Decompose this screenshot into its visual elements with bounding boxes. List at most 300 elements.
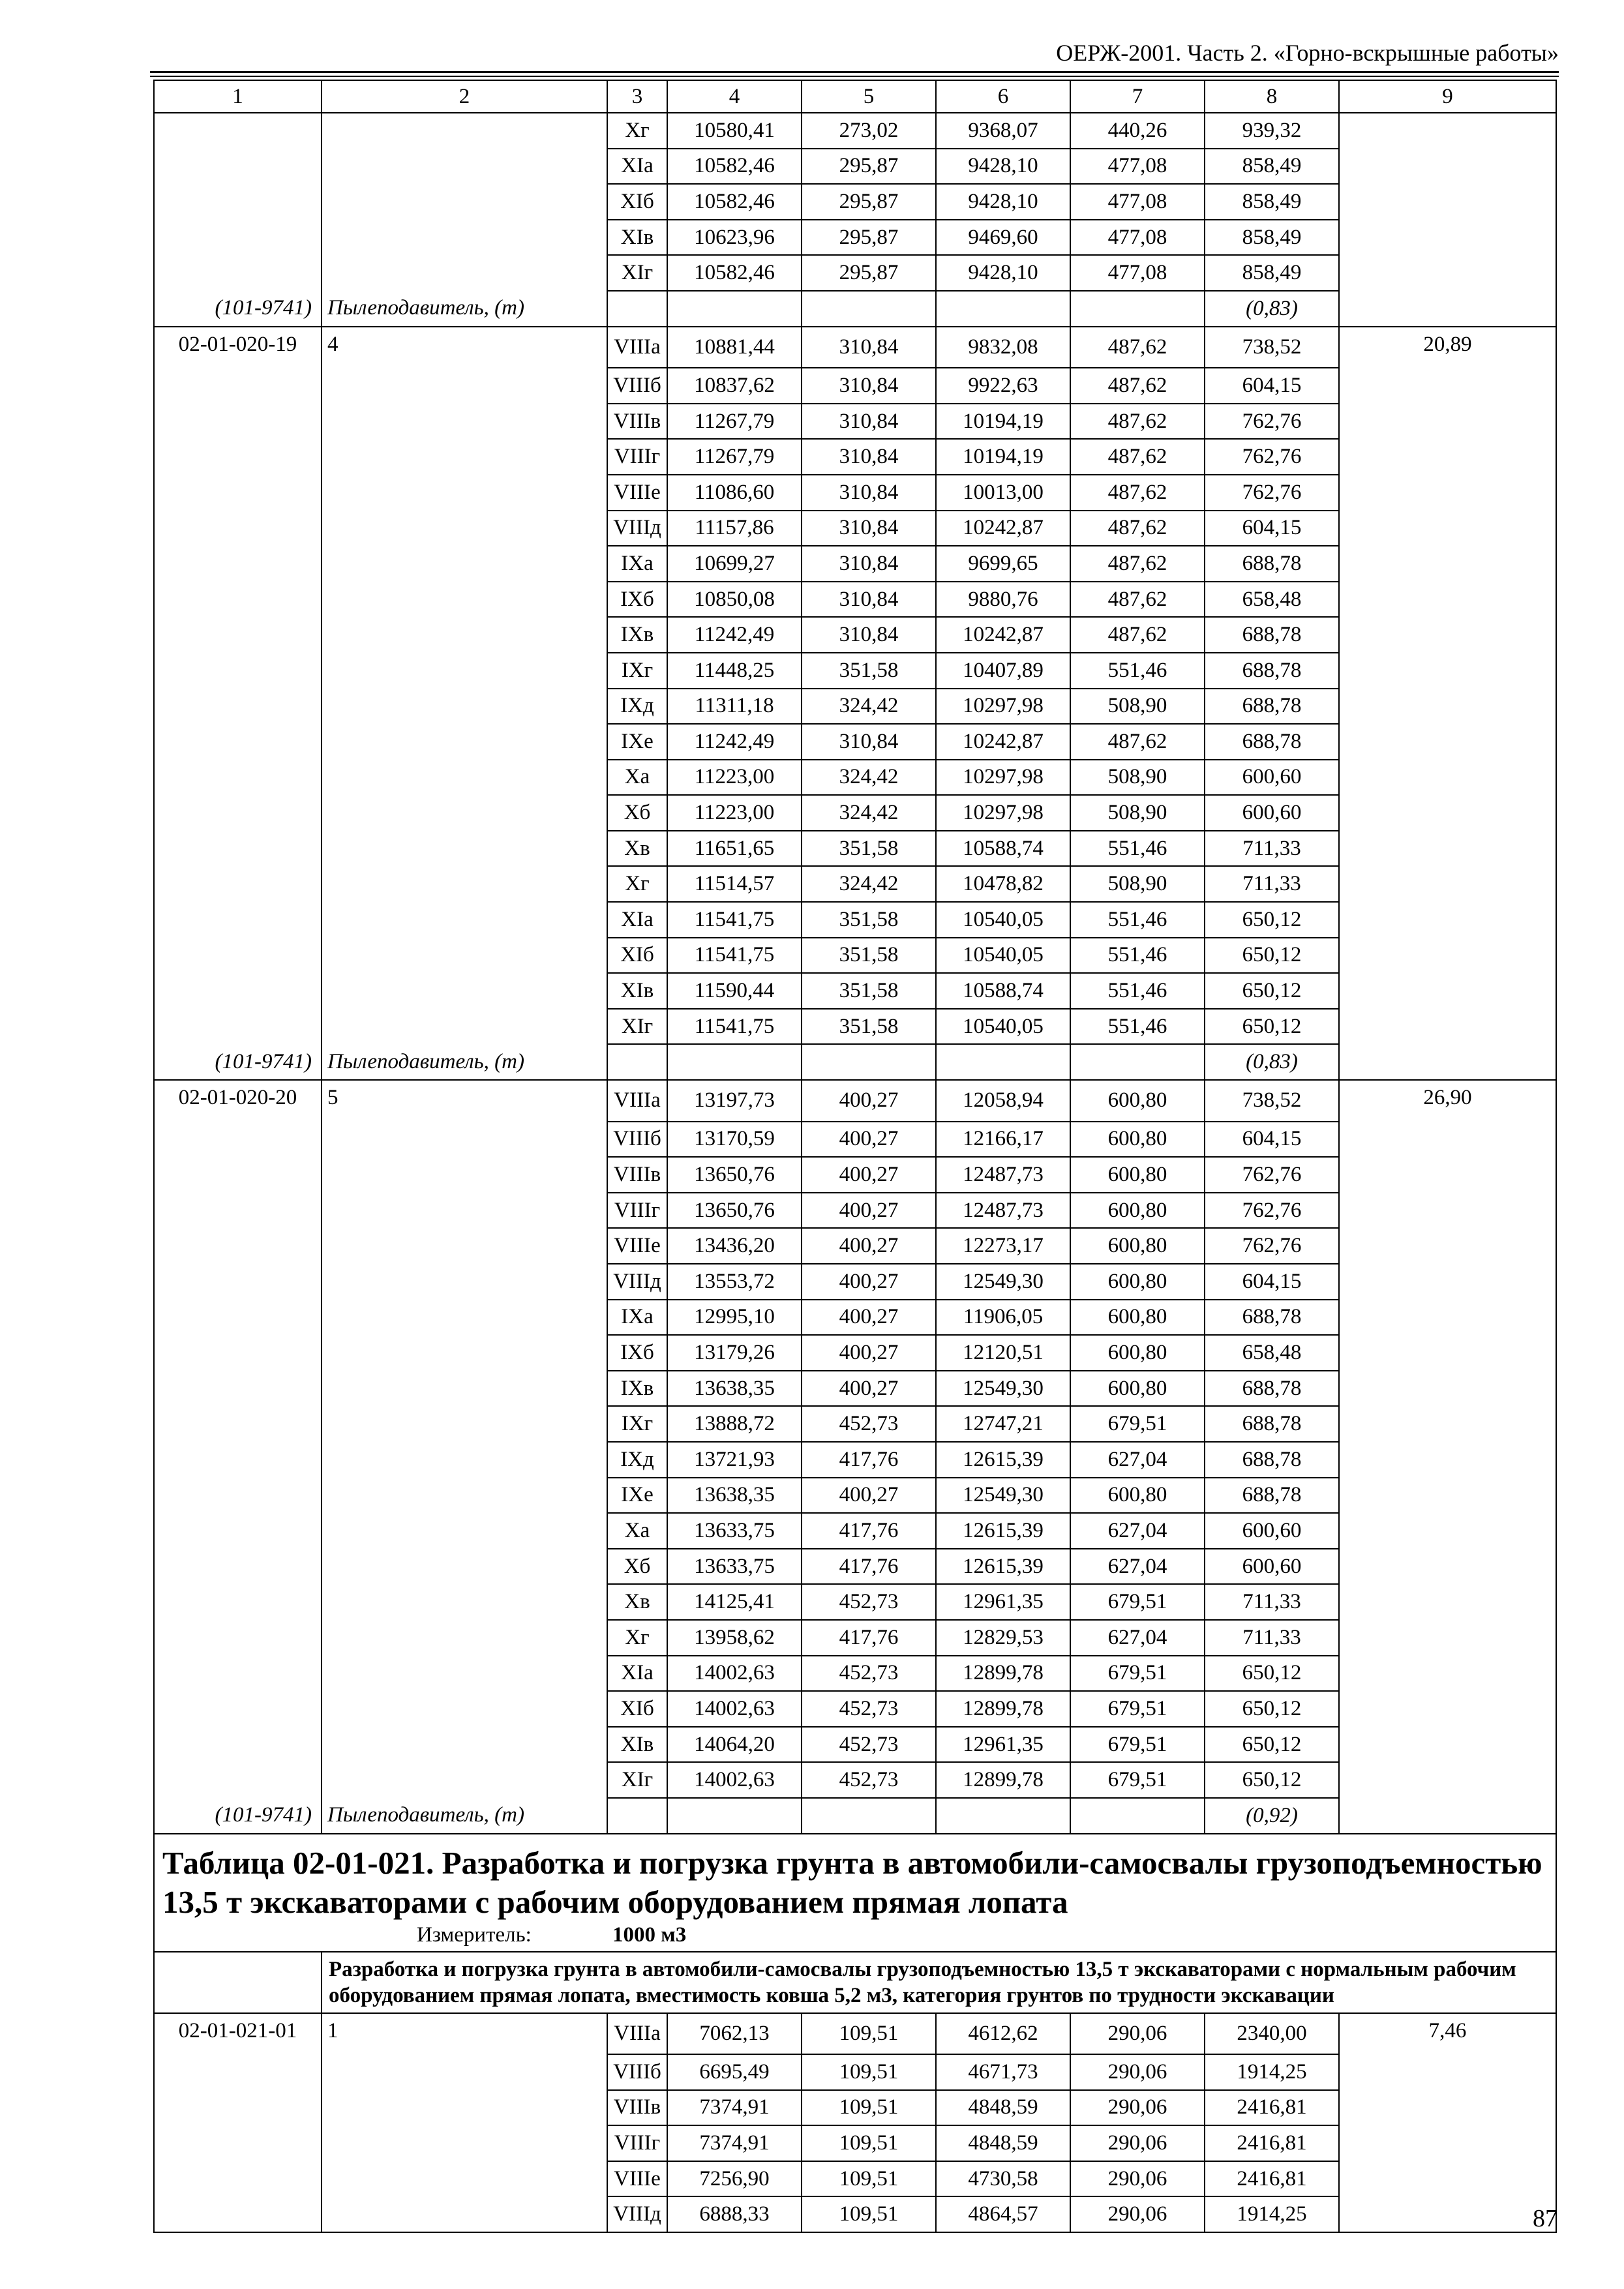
value-cell: 109,51	[802, 2090, 936, 2126]
value-cell: 650,12	[1205, 1727, 1339, 1763]
value-cell: VIIIв	[607, 2090, 667, 2126]
value-cell: 600,60	[1205, 1513, 1339, 1549]
value-cell: 7374,91	[667, 2125, 802, 2161]
value-cell: 10478,82	[936, 866, 1070, 902]
column-number-cell: 5	[802, 80, 936, 113]
parameter-cell	[322, 404, 607, 440]
value-cell: 13650,76	[667, 1157, 802, 1193]
table-row	[154, 760, 1556, 796]
value-cell: VIIIe	[607, 1228, 667, 1264]
parameter-cell	[322, 368, 607, 404]
table-row	[154, 689, 1556, 725]
value-cell: 487,62	[1070, 368, 1205, 404]
total-cell	[1339, 1442, 1556, 1478]
value-cell: 13633,75	[667, 1549, 802, 1585]
value-cell: 12961,35	[936, 1584, 1070, 1620]
value-cell: 109,51	[802, 2125, 936, 2161]
parameter-cell	[322, 149, 607, 185]
value-cell: 10297,98	[936, 760, 1070, 796]
value-cell: 10582,46	[667, 255, 802, 291]
value-cell: 310,84	[802, 724, 936, 760]
value-cell: VIIIe	[607, 475, 667, 511]
value-cell: 310,84	[802, 327, 936, 368]
value-cell: Xг	[607, 113, 667, 149]
code-cell	[154, 866, 322, 902]
value-cell: 290,06	[1070, 2013, 1205, 2055]
parameter-cell	[322, 1691, 607, 1727]
value-cell: XIг	[607, 255, 667, 291]
total-cell	[1339, 1335, 1556, 1371]
empty-cell	[667, 1044, 802, 1080]
value-cell: 351,58	[802, 831, 936, 867]
value-cell: 600,60	[1205, 760, 1339, 796]
value-cell: 551,46	[1070, 973, 1205, 1009]
table-row	[154, 1620, 1556, 1656]
table-row	[154, 546, 1556, 582]
code-cell: 02-01-021-01	[154, 2013, 322, 2055]
value-cell: 679,51	[1070, 1656, 1205, 1692]
resource-code: (101-9741)	[154, 291, 322, 327]
table-row	[154, 1157, 1556, 1193]
value-cell: 551,46	[1070, 902, 1205, 938]
value-cell: 400,27	[802, 1264, 936, 1300]
value-cell: 324,42	[802, 760, 936, 796]
value-cell: 452,73	[802, 1406, 936, 1442]
code-cell	[154, 1335, 322, 1371]
value-cell: 487,62	[1070, 475, 1205, 511]
value-cell: 858,49	[1205, 220, 1339, 256]
value-cell: Xб	[607, 1549, 667, 1585]
parameter-cell	[322, 653, 607, 689]
value-cell: 762,76	[1205, 404, 1339, 440]
value-cell: IXв	[607, 617, 667, 653]
value-cell: 711,33	[1205, 831, 1339, 867]
value-cell: 11906,05	[936, 1300, 1070, 1336]
value-cell: 11541,75	[667, 938, 802, 974]
value-cell: XIв	[607, 973, 667, 1009]
value-cell: VIIIв	[607, 1157, 667, 1193]
total-cell	[1339, 938, 1556, 974]
empty-cell	[1070, 1044, 1205, 1080]
dust-suppressant-row	[154, 1798, 1556, 1834]
table-row	[154, 1228, 1556, 1264]
code-cell	[154, 1228, 322, 1264]
value-cell: 10588,74	[936, 831, 1070, 867]
code-cell	[154, 1442, 322, 1478]
empty-cell	[607, 291, 667, 327]
code-cell	[154, 2054, 322, 2090]
parameter-cell: 4	[322, 327, 607, 368]
value-cell: 12549,30	[936, 1371, 1070, 1407]
code-cell	[154, 1584, 322, 1620]
code-cell	[154, 2196, 322, 2232]
header-rule-thin	[150, 76, 1559, 77]
value-cell: 738,52	[1205, 1080, 1339, 1122]
value-cell: Xб	[607, 795, 667, 831]
value-cell: 14125,41	[667, 1584, 802, 1620]
table-row	[154, 184, 1556, 220]
code-cell	[154, 1762, 322, 1798]
parameter-cell: 5	[322, 1080, 607, 1122]
value-cell: 551,46	[1070, 831, 1205, 867]
table-row	[154, 2125, 1556, 2161]
value-cell: 600,80	[1070, 1228, 1205, 1264]
total-cell	[1339, 1620, 1556, 1656]
value-cell: 273,02	[802, 113, 936, 149]
value-cell: 10540,05	[936, 1009, 1070, 1045]
value-cell: 551,46	[1070, 1009, 1205, 1045]
value-cell: 13650,76	[667, 1193, 802, 1229]
value-cell: 477,08	[1070, 220, 1205, 256]
measure-value: 1000 м3	[612, 1922, 687, 1947]
parameter-cell	[322, 866, 607, 902]
value-cell: IXг	[607, 1406, 667, 1442]
value-cell: 13179,26	[667, 1335, 802, 1371]
code-cell	[154, 149, 322, 185]
value-cell: 688,78	[1205, 1300, 1339, 1336]
parameter-cell	[322, 689, 607, 725]
total-cell	[1339, 220, 1556, 256]
measure-line	[162, 1924, 1548, 1946]
dust-suppressant-row	[154, 291, 1556, 327]
value-cell: 11267,79	[667, 439, 802, 475]
value-cell: 9428,10	[936, 255, 1070, 291]
rates-table	[153, 80, 1557, 2233]
total-cell	[1339, 831, 1556, 867]
total-cell	[1339, 2161, 1556, 2197]
total-cell	[1339, 795, 1556, 831]
resource-quantity: (0,83)	[1205, 291, 1339, 327]
value-cell: 452,73	[802, 1691, 936, 1727]
parameter-cell	[322, 2054, 607, 2090]
value-cell: 11157,86	[667, 511, 802, 546]
value-cell: 604,15	[1205, 1264, 1339, 1300]
value-cell: 4864,57	[936, 2196, 1070, 2232]
value-cell: XIa	[607, 149, 667, 185]
value-cell: 738,52	[1205, 327, 1339, 368]
value-cell: 417,76	[802, 1442, 936, 1478]
parameter-cell	[322, 1335, 607, 1371]
value-cell: 650,12	[1205, 1691, 1339, 1727]
value-cell: 12166,17	[936, 1122, 1070, 1158]
table-row	[154, 220, 1556, 256]
table-row	[154, 368, 1556, 404]
parameter-cell	[322, 1549, 607, 1585]
value-cell: 14002,63	[667, 1691, 802, 1727]
value-cell: 10588,74	[936, 973, 1070, 1009]
value-cell: 4671,73	[936, 2054, 1070, 2090]
value-cell: 290,06	[1070, 2161, 1205, 2197]
value-cell: XIa	[607, 1656, 667, 1692]
value-cell: 688,78	[1205, 1442, 1339, 1478]
table-row	[154, 1656, 1556, 1692]
table-row	[154, 831, 1556, 867]
value-cell: 12615,39	[936, 1513, 1070, 1549]
value-cell: 688,78	[1205, 653, 1339, 689]
parameter-cell: 1	[322, 2013, 607, 2055]
value-cell: 295,87	[802, 255, 936, 291]
table-row	[154, 582, 1556, 618]
code-cell	[154, 2090, 322, 2126]
value-cell: 10194,19	[936, 404, 1070, 440]
value-cell: VIIIб	[607, 368, 667, 404]
code-cell	[154, 1549, 322, 1585]
table-row	[154, 2090, 1556, 2126]
value-cell: 290,06	[1070, 2125, 1205, 2161]
table-row	[154, 149, 1556, 185]
value-cell: IXe	[607, 724, 667, 760]
value-cell: 400,27	[802, 1371, 936, 1407]
column-number-cell: 1	[154, 80, 322, 113]
column-number-cell: 9	[1339, 80, 1556, 113]
value-cell: 295,87	[802, 220, 936, 256]
value-cell: 400,27	[802, 1300, 936, 1336]
value-cell: 939,32	[1205, 113, 1339, 149]
value-cell: 762,76	[1205, 475, 1339, 511]
total-cell	[1339, 1656, 1556, 1692]
value-cell: 14002,63	[667, 1656, 802, 1692]
value-cell: XIб	[607, 938, 667, 974]
value-cell: IXa	[607, 1300, 667, 1336]
table-row	[154, 511, 1556, 546]
table-row	[154, 1442, 1556, 1478]
value-cell: IXб	[607, 582, 667, 618]
parameter-cell	[322, 1406, 607, 1442]
table-row	[154, 1122, 1556, 1158]
value-cell: 762,76	[1205, 1157, 1339, 1193]
page-number: 87	[1533, 2205, 1557, 2232]
value-cell: 487,62	[1070, 546, 1205, 582]
value-cell: 508,90	[1070, 760, 1205, 796]
value-cell: 658,48	[1205, 1335, 1339, 1371]
code-cell	[154, 1300, 322, 1336]
value-cell: 487,62	[1070, 404, 1205, 440]
value-cell: 688,78	[1205, 546, 1339, 582]
total-cell	[1339, 902, 1556, 938]
code-cell	[154, 511, 322, 546]
value-cell: 2416,81	[1205, 2161, 1339, 2197]
value-cell: 9428,10	[936, 184, 1070, 220]
value-cell: 12899,78	[936, 1762, 1070, 1798]
total-cell	[1339, 1300, 1556, 1336]
table-row	[154, 404, 1556, 440]
total-cell	[1339, 689, 1556, 725]
empty-cell	[1339, 1044, 1556, 1080]
total-cell	[1339, 149, 1556, 185]
value-cell: 12747,21	[936, 1406, 1070, 1442]
value-cell: VIIIa	[607, 2013, 667, 2055]
table-row	[154, 475, 1556, 511]
total-cell	[1339, 368, 1556, 404]
value-cell: 11448,25	[667, 653, 802, 689]
value-cell: 417,76	[802, 1513, 936, 1549]
value-cell: 627,04	[1070, 1620, 1205, 1656]
value-cell: 679,51	[1070, 1691, 1205, 1727]
total-cell	[1339, 1727, 1556, 1763]
total-cell	[1339, 2090, 1556, 2126]
value-cell: 400,27	[802, 1157, 936, 1193]
value-cell: 10850,08	[667, 582, 802, 618]
value-cell: 400,27	[802, 1228, 936, 1264]
value-cell: 290,06	[1070, 2054, 1205, 2090]
value-cell: 477,08	[1070, 255, 1205, 291]
parameter-cell	[322, 795, 607, 831]
value-cell: VIIIб	[607, 2054, 667, 2090]
value-cell: 508,90	[1070, 689, 1205, 725]
value-cell: 12487,73	[936, 1193, 1070, 1229]
value-cell: 688,78	[1205, 1371, 1339, 1407]
table-row	[154, 2161, 1556, 2197]
total-cell	[1339, 1584, 1556, 1620]
parameter-cell	[322, 1228, 607, 1264]
value-cell: XIв	[607, 1727, 667, 1763]
value-cell: 711,33	[1205, 1584, 1339, 1620]
value-cell: 11590,44	[667, 973, 802, 1009]
empty-cell	[936, 291, 1070, 327]
code-cell	[154, 617, 322, 653]
description-row	[154, 1952, 1556, 2013]
value-cell: 14002,63	[667, 1762, 802, 1798]
value-cell: IXe	[607, 1478, 667, 1514]
value-cell: 658,48	[1205, 582, 1339, 618]
value-cell: 10242,87	[936, 511, 1070, 546]
parameter-cell	[322, 1264, 607, 1300]
table-row	[154, 1264, 1556, 1300]
parameter-cell	[322, 582, 607, 618]
value-cell: Xa	[607, 1513, 667, 1549]
value-cell: 1914,25	[1205, 2196, 1339, 2232]
value-cell: 7374,91	[667, 2090, 802, 2126]
table-row	[154, 866, 1556, 902]
value-cell: 400,27	[802, 1193, 936, 1229]
value-cell: VIIIд	[607, 2196, 667, 2232]
value-cell: 351,58	[802, 1009, 936, 1045]
parameter-cell	[322, 2161, 607, 2197]
empty-cell	[607, 1798, 667, 1834]
value-cell: 351,58	[802, 938, 936, 974]
value-cell: IXб	[607, 1335, 667, 1371]
code-cell	[154, 973, 322, 1009]
code-cell	[154, 1513, 322, 1549]
table-row	[154, 1371, 1556, 1407]
value-cell: 12615,39	[936, 1442, 1070, 1478]
total-cell	[1339, 2125, 1556, 2161]
value-cell: 688,78	[1205, 1478, 1339, 1514]
value-cell: 11651,65	[667, 831, 802, 867]
code-cell	[154, 582, 322, 618]
value-cell: IXг	[607, 653, 667, 689]
value-cell: 11541,75	[667, 1009, 802, 1045]
total-cell	[1339, 653, 1556, 689]
table-row	[154, 1691, 1556, 1727]
value-cell: 10623,96	[667, 220, 802, 256]
value-cell: 627,04	[1070, 1549, 1205, 1585]
table-row	[154, 1080, 1556, 1122]
value-cell: 12829,53	[936, 1620, 1070, 1656]
parameter-cell	[322, 1513, 607, 1549]
value-cell: 487,62	[1070, 327, 1205, 368]
parameter-cell	[322, 831, 607, 867]
parameter-cell	[322, 220, 607, 256]
value-cell: 11223,00	[667, 760, 802, 796]
value-cell: XIб	[607, 1691, 667, 1727]
empty-cell	[667, 1798, 802, 1834]
value-cell: 679,51	[1070, 1406, 1205, 1442]
table-row	[154, 795, 1556, 831]
total-cell	[1339, 2054, 1556, 2090]
code-cell	[154, 439, 322, 475]
value-cell: 600,80	[1070, 1264, 1205, 1300]
total-cell: 20,89	[1339, 327, 1556, 368]
empty-cell	[802, 1798, 936, 1834]
value-cell: 7062,13	[667, 2013, 802, 2055]
value-cell: 295,87	[802, 149, 936, 185]
value-cell: 12120,51	[936, 1335, 1070, 1371]
code-cell	[154, 689, 322, 725]
value-cell: 10699,27	[667, 546, 802, 582]
value-cell: 600,60	[1205, 1549, 1339, 1585]
code-cell	[154, 1009, 322, 1045]
table-row	[154, 1513, 1556, 1549]
column-number-cell: 7	[1070, 80, 1205, 113]
value-cell: 711,33	[1205, 866, 1339, 902]
parameter-cell	[322, 1193, 607, 1229]
value-cell: 10242,87	[936, 724, 1070, 760]
empty-cell	[607, 1044, 667, 1080]
table-title-row	[154, 1834, 1556, 1952]
value-cell: VIIIд	[607, 511, 667, 546]
value-cell: 688,78	[1205, 1406, 1339, 1442]
value-cell: 600,80	[1070, 1371, 1205, 1407]
value-cell: IXa	[607, 546, 667, 582]
table-row	[154, 1478, 1556, 1514]
total-cell	[1339, 1009, 1556, 1045]
parameter-cell	[322, 617, 607, 653]
code-cell	[154, 902, 322, 938]
value-cell: 310,84	[802, 368, 936, 404]
header-rule	[150, 71, 1559, 73]
value-cell: 600,80	[1070, 1300, 1205, 1336]
code-cell	[154, 2125, 322, 2161]
total-cell	[1339, 617, 1556, 653]
empty-cell	[1339, 291, 1556, 327]
value-cell: 4848,59	[936, 2125, 1070, 2161]
value-cell: 13553,72	[667, 1264, 802, 1300]
value-cell: 351,58	[802, 973, 936, 1009]
table-row	[154, 1335, 1556, 1371]
value-cell: 604,15	[1205, 1122, 1339, 1158]
total-cell	[1339, 1549, 1556, 1585]
value-cell: 762,76	[1205, 1193, 1339, 1229]
value-cell: 351,58	[802, 902, 936, 938]
total-cell	[1339, 1157, 1556, 1193]
column-number-cell: 4	[667, 80, 802, 113]
code-cell	[154, 2161, 322, 2197]
value-cell: 13170,59	[667, 1122, 802, 1158]
value-cell: 11267,79	[667, 404, 802, 440]
value-cell: VIIIд	[607, 1264, 667, 1300]
empty-cell	[1070, 291, 1205, 327]
table-row	[154, 1193, 1556, 1229]
value-cell: 310,84	[802, 439, 936, 475]
value-cell: 487,62	[1070, 617, 1205, 653]
value-cell: 551,46	[1070, 938, 1205, 974]
code-cell	[154, 368, 322, 404]
empty-cell	[936, 1798, 1070, 1834]
value-cell: 10582,46	[667, 184, 802, 220]
value-cell: 452,73	[802, 1727, 936, 1763]
total-cell	[1339, 724, 1556, 760]
